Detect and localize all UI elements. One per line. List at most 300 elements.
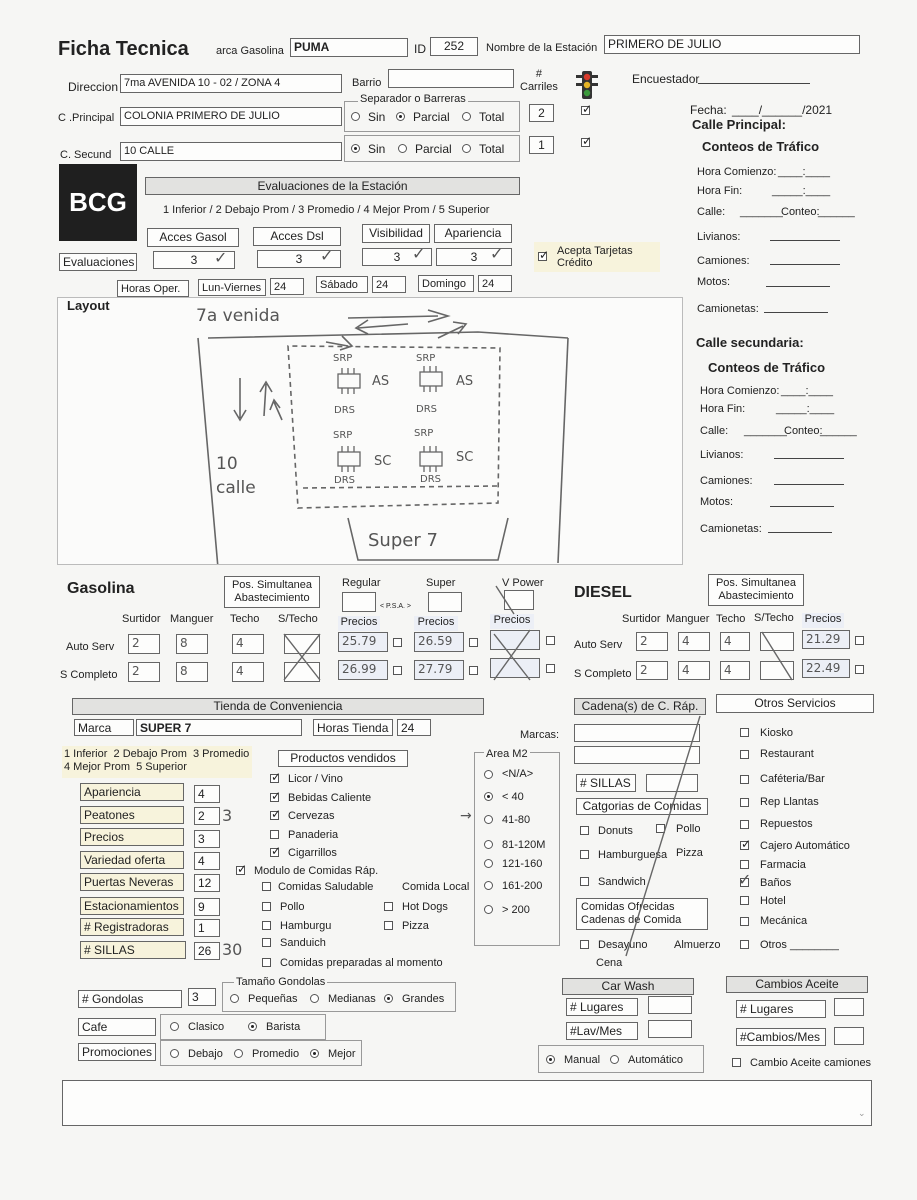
- servicio-checkbox[interactable]: [740, 728, 749, 737]
- col-techo: Techo: [230, 613, 260, 625]
- col-manguer: Manguer: [170, 613, 214, 625]
- horas-tienda-field[interactable]: 24: [397, 719, 431, 736]
- pequenas-radio[interactable]: [230, 994, 239, 1003]
- pos-simultanea-diesel: Pos. Simultanea Abastecimiento: [708, 574, 804, 606]
- diesel-auto-checkbox[interactable]: [855, 636, 864, 645]
- col-precios-vpower: Precios: [490, 614, 534, 629]
- hand-check-icon: ✓: [490, 244, 504, 263]
- tienda-row-value[interactable]: 1: [194, 919, 220, 937]
- clasico-radio[interactable]: [170, 1022, 179, 1031]
- direccion-field[interactable]: 7ma AVENIDA 10 - 02 / ZONA 4: [120, 74, 342, 93]
- hora-comienzo-line[interactable]: ____:____: [778, 166, 830, 178]
- aceite-camiones-label: Cambio Aceite camiones: [750, 1057, 872, 1069]
- regular-label: Regular: [342, 577, 381, 589]
- diesel-col-manguer: Manguer: [666, 613, 710, 625]
- sillas-hand-value: 30: [222, 940, 243, 959]
- comida-label: Pollo: [280, 901, 305, 913]
- livianos-label: Livianos:: [697, 231, 741, 243]
- debajo-radio[interactable]: [170, 1049, 179, 1058]
- scroll-down-icon[interactable]: ⌄: [858, 1108, 866, 1118]
- aceite-lugares-label: # Lugares: [736, 1000, 826, 1018]
- sketch-srp-text: SRP: [414, 428, 434, 439]
- cprincipal-field[interactable]: COLONIA PRIMERO DE JULIO: [120, 107, 342, 126]
- acces-dsl-header: Acces Dsl: [253, 227, 341, 246]
- comida-checkbox[interactable]: [262, 921, 271, 930]
- hora-fin-line[interactable]: _____:____: [772, 185, 831, 197]
- encuestador-line[interactable]: [698, 83, 810, 84]
- servicio-label: Otros ________: [760, 939, 839, 951]
- area-option: 81-120M: [502, 839, 546, 851]
- camionetas-label: Camionetas:: [697, 303, 759, 315]
- desayuno-checkbox[interactable]: [580, 940, 589, 949]
- comp-regular-price-field[interactable]: 26.99: [338, 660, 388, 680]
- csecund-label: C. Secund: [60, 149, 112, 161]
- marca-tienda-field[interactable]: SUPER 7: [136, 719, 302, 736]
- auto-regular-price-field[interactable]: 25.79: [338, 632, 388, 652]
- pizza-checkbox[interactable]: [384, 921, 393, 930]
- hora-fin-label: Hora Fin:: [697, 185, 743, 197]
- sketch-srp-text: SRP: [416, 353, 436, 364]
- diesel-comp-checkbox[interactable]: [855, 665, 864, 674]
- tamano-option: Medianas: [328, 993, 376, 1005]
- promo-option: Debajo: [188, 1048, 223, 1060]
- total-label: Total: [479, 110, 505, 124]
- sketch-avenida-text: 7a venida: [196, 306, 280, 326]
- camionetas-label-2: Camionetas:: [700, 523, 762, 535]
- categoria-label: Pizza: [676, 847, 703, 859]
- visibilidad-header: Visibilidad: [362, 224, 430, 243]
- comida-checkbox[interactable]: [262, 902, 271, 911]
- sketch-super-text: Super 7: [368, 530, 438, 551]
- producto-label: Cervezas: [288, 810, 335, 822]
- servicio-checkbox[interactable]: [740, 750, 749, 759]
- diesel-auto-techo-field[interactable]: 4: [720, 632, 750, 651]
- check-icon: ✓: [582, 134, 593, 148]
- hora-comienzo-label: Hora Comienzo:: [697, 166, 777, 178]
- diesel-title: DIESEL: [574, 584, 632, 601]
- sillas-cadena-label: # SILLAS: [576, 774, 636, 792]
- acces-gasol-header: Acces Gasol: [147, 228, 239, 247]
- comida-checkbox[interactable]: [262, 958, 271, 967]
- diesel-s-completo-label: S Completo: [574, 668, 632, 680]
- tienda-row-label: Peatones: [80, 806, 184, 824]
- calle-label-2: Calle:: [700, 425, 729, 437]
- traffic-light-icon: [574, 70, 600, 102]
- comp-manguer-field[interactable]: 8: [176, 662, 208, 682]
- camiones-label: Camiones:: [697, 255, 750, 267]
- calle-principal-label: Calle Principal:: [692, 117, 786, 132]
- evaluaciones-scale: 1 Inferior / 2 Debajo Prom / 3 Promedio / 4 Mejor Prom / 5 Superior: [163, 204, 490, 216]
- cafe-label: Cafe: [78, 1018, 156, 1036]
- hand-arrow-icon: →: [460, 808, 472, 824]
- lun-viernes-label: Lun-Viernes: [198, 279, 266, 296]
- tienda-row-value[interactable]: 12: [194, 874, 220, 892]
- categoria-label: Pollo: [676, 823, 701, 835]
- id-label: ID: [414, 42, 426, 56]
- hand-check-icon: ✓: [738, 870, 752, 889]
- comida-checkbox[interactable]: [262, 938, 271, 947]
- hand-check-icon: ✓: [320, 246, 334, 265]
- motos-line-2[interactable]: [770, 506, 834, 507]
- hora-fin-label-2: Hora Fin:: [700, 403, 746, 415]
- calle-line[interactable]: _______: [740, 206, 783, 218]
- marca-tienda-label: Marca: [74, 719, 134, 736]
- total-radio-secund[interactable]: [462, 144, 471, 153]
- camiones-label-2: Camiones:: [700, 475, 753, 487]
- tienda-row-label: # SILLAS: [80, 941, 186, 959]
- col-surtidor: Surtidor: [122, 613, 161, 625]
- aceite-cambios-field[interactable]: [834, 1027, 864, 1045]
- area-label: Area M2: [486, 748, 528, 760]
- servicio-label: Rep Llantas: [760, 796, 819, 808]
- aceite-cambios-label: #Cambios/Mes: [736, 1028, 826, 1046]
- conteo-label: Conteo:: [781, 206, 820, 218]
- medianas-radio[interactable]: [310, 994, 319, 1003]
- diesel-col-precios: Precios: [802, 613, 844, 628]
- domingo-field[interactable]: 24: [478, 275, 512, 292]
- nombre-field[interactable]: PRIMERO DE JULIO: [604, 35, 860, 54]
- producto-label: Cigarrillos: [288, 847, 337, 859]
- check-icon: ✓: [582, 102, 593, 116]
- diesel-auto-price-field[interactable]: 21.29: [802, 630, 850, 649]
- tienda-row-label: Variedad oferta: [80, 851, 184, 869]
- automatico-label: Automático: [628, 1054, 684, 1066]
- tienda-row-label: # Registradoras: [80, 918, 184, 936]
- vpower-label: V Power: [502, 577, 544, 589]
- categoria-checkbox[interactable]: [580, 826, 589, 835]
- aceite-lugares-field[interactable]: [834, 998, 864, 1016]
- fecha-value[interactable]: ____/______/2021: [732, 103, 833, 117]
- id-field[interactable]: 252: [430, 37, 478, 56]
- categoria-label: Donuts: [598, 825, 633, 837]
- ofrecidas-label: Cena: [596, 957, 623, 969]
- bcg-logo: BCG: [59, 164, 137, 241]
- panaderia-checkbox[interactable]: [270, 830, 279, 839]
- area-option: 161-200: [502, 880, 543, 892]
- cadena-header: Cadena(s) de C. Ráp.: [574, 698, 706, 715]
- aceite-camiones-checkbox[interactable]: [732, 1058, 741, 1067]
- csecund-field[interactable]: 10 CALLE: [120, 142, 342, 161]
- parcial-label-secund: Parcial: [415, 142, 452, 156]
- automatico-radio[interactable]: [610, 1055, 619, 1064]
- strike-marks: [282, 584, 542, 684]
- area-option: > 200: [502, 904, 530, 916]
- auto-vpower-checkbox[interactable]: [546, 636, 555, 645]
- ofrecidas-header: Comidas Ofrecidas Cadenas de Comida: [576, 898, 708, 930]
- servicio-label: Kiosko: [760, 727, 794, 739]
- calle-label: Calle:: [697, 206, 726, 218]
- livianos-label-2: Livianos:: [700, 449, 744, 461]
- servicio-label: Cajero Automático: [760, 840, 850, 852]
- categorias-header: Catgorias de Comidas: [576, 798, 708, 815]
- servicio-label: Restaurant: [760, 748, 814, 760]
- notes-textarea[interactable]: [62, 1080, 872, 1126]
- comp-vpower-checkbox[interactable]: [546, 664, 555, 673]
- sketch-as-text: AS: [372, 374, 390, 389]
- col-precios-super: Precios: [414, 616, 458, 631]
- area-option: 41-80: [502, 814, 531, 826]
- check-icon: ✓: [271, 844, 282, 858]
- tamano-option: Grandes: [402, 993, 445, 1005]
- sketch-drs-text: DRS: [334, 405, 355, 416]
- conteo-label-2: Conteo:: [784, 425, 823, 437]
- sketch-drs-text: DRS: [420, 474, 441, 485]
- servicio-label: Farmacia: [760, 859, 806, 871]
- check-icon: ✓: [271, 807, 282, 821]
- categoria-checkbox[interactable]: [580, 877, 589, 886]
- comida-label: Comidas Saludable: [278, 881, 374, 893]
- modulo-label: Modulo de Comidas Ráp.: [254, 865, 379, 877]
- s-completo-label: S Completo: [60, 669, 118, 681]
- tienda-row-value[interactable]: 3: [194, 830, 220, 848]
- diesel-comp-surtidor-field[interactable]: 2: [636, 661, 668, 680]
- diesel-auto-manguer-field[interactable]: 4: [678, 632, 710, 651]
- comida-label: Hamburgu: [280, 920, 332, 932]
- apariencia-field[interactable]: 3: [436, 248, 512, 266]
- categoria-label: Sandwich: [598, 876, 646, 888]
- cprincipal-label: C .Principal: [58, 112, 115, 124]
- diesel-auto-surtidor-field[interactable]: 2: [636, 632, 668, 651]
- diesel-col-stecho: S/Techo: [754, 612, 794, 624]
- comp-techo-field[interactable]: 4: [232, 662, 264, 682]
- servicio-label: Mecánica: [760, 915, 808, 927]
- carriles-secund-field[interactable]: 1: [529, 136, 554, 154]
- check-icon: ✓: [271, 770, 282, 784]
- diesel-col-surtidor: Surtidor: [622, 613, 661, 625]
- domingo-label: Domingo: [418, 275, 474, 292]
- sabado-field[interactable]: 24: [372, 276, 406, 293]
- camionetas-line-2[interactable]: [768, 532, 832, 533]
- diesel-comp-techo-field[interactable]: 4: [720, 661, 750, 680]
- psa-label: < P.S.A. >: [380, 603, 412, 610]
- auto-serv-label: Auto Serv: [66, 641, 115, 653]
- direccion-label: Direccion: [68, 80, 119, 94]
- super-label: Super: [426, 577, 456, 589]
- categoria-checkbox[interactable]: [580, 850, 589, 859]
- comp-surtidor-field[interactable]: 2: [128, 662, 160, 682]
- servicio-checkbox[interactable]: [740, 775, 749, 784]
- pos-simultanea-gasolina: Pos. Simultanea Abastecimiento: [224, 576, 320, 608]
- promo-option: Mejor: [328, 1048, 356, 1060]
- hora-comienzo-line-2[interactable]: ____:____: [781, 385, 833, 397]
- area-radio[interactable]: [484, 859, 493, 868]
- calle-line-2[interactable]: _______: [744, 425, 787, 437]
- separador-label: Separador o Barreras: [360, 93, 466, 105]
- otros-header: Otros Servicios: [716, 694, 874, 713]
- carriles-principal-field[interactable]: 2: [529, 104, 554, 122]
- evaluaciones-label: Evaluaciones: [59, 253, 137, 271]
- sin-radio-secund[interactable]: [351, 144, 360, 153]
- servicio-checkbox[interactable]: [740, 940, 749, 949]
- servicio-label: Baños: [760, 877, 792, 889]
- carwash-lugares-label: # Lugares: [566, 998, 638, 1016]
- area-radio[interactable]: [484, 792, 493, 801]
- tienda-row-value[interactable]: 9: [194, 898, 220, 916]
- carwash-lav-field[interactable]: [648, 1020, 692, 1038]
- diesel-col-techo: Techo: [716, 613, 746, 625]
- servicio-checkbox[interactable]: [740, 896, 749, 905]
- motos-line[interactable]: [766, 286, 830, 287]
- area-radio[interactable]: [484, 770, 493, 779]
- col-precios-regular: Precios: [338, 616, 380, 631]
- lun-viernes-field[interactable]: 24: [270, 278, 304, 295]
- tienda-row-value[interactable]: 2: [194, 807, 220, 825]
- barista-radio[interactable]: [248, 1022, 257, 1031]
- hora-fin-line-2[interactable]: _____:____: [776, 403, 835, 415]
- fecha-label: Fecha:: [690, 103, 727, 117]
- servicio-label: Hotel: [760, 895, 786, 907]
- total-label-secund: Total: [479, 142, 505, 156]
- diesel-auto-serv-label: Auto Serv: [574, 639, 623, 651]
- hotdogs-checkbox[interactable]: [384, 902, 393, 911]
- auto-surtidor-field[interactable]: 2: [128, 634, 160, 654]
- sin-radio-principal[interactable]: [351, 112, 360, 121]
- servicio-label: Repuestos: [760, 818, 813, 830]
- sketch-sc-text: SC: [374, 454, 392, 469]
- page-title: Ficha Tecnica: [58, 38, 189, 60]
- area-radio[interactable]: [484, 905, 493, 914]
- productos-header: Productos vendidos: [278, 750, 408, 767]
- carwash-header: Car Wash: [562, 978, 694, 995]
- horas-tienda-label: Horas Tienda: [313, 719, 393, 736]
- tienda-row-label: Apariencia: [80, 783, 184, 801]
- area-radio[interactable]: [484, 815, 493, 824]
- check-icon: ✓: [237, 862, 248, 876]
- auto-manguer-field[interactable]: 8: [176, 634, 208, 654]
- comp-super-price-field[interactable]: 27.79: [414, 660, 464, 680]
- camiones-line[interactable]: [770, 264, 840, 265]
- encuestador-label: Encuestador: [632, 72, 700, 86]
- diesel-stecho-strike: [758, 628, 798, 684]
- ofrecidas-label: Almuerzo: [674, 939, 721, 951]
- comida-local-item: Pizza: [402, 920, 429, 932]
- conteo-line[interactable]: ______: [818, 206, 855, 218]
- mejor-radio[interactable]: [310, 1049, 319, 1058]
- col-stecho: S/Techo: [278, 613, 318, 625]
- carwash-lugares-field[interactable]: [648, 996, 692, 1014]
- cafe-option: Clasico: [188, 1021, 225, 1033]
- promo-option: Promedio: [252, 1048, 300, 1060]
- parcial-radio-secund[interactable]: [398, 144, 407, 153]
- comida-label: Comidas preparadas al momento: [280, 957, 443, 969]
- tienda-row-value[interactable]: 26: [194, 942, 220, 960]
- hand-check-icon: ✓: [214, 248, 228, 267]
- sin-label-secund: Sin: [368, 142, 386, 156]
- ofrecidas-label: Desayuno: [598, 939, 648, 951]
- comida-label: Sanduich: [280, 937, 326, 949]
- livianos-line[interactable]: [770, 240, 840, 241]
- tamano-label: Tamaño Gondolas: [236, 976, 326, 988]
- diesel-comp-price-field[interactable]: 22.49: [802, 659, 850, 678]
- servicio-checkbox[interactable]: [740, 917, 749, 926]
- livianos-line-2[interactable]: [774, 458, 844, 459]
- calle-secundaria-label: Calle secundaria:: [696, 335, 804, 350]
- sketch-calle-text: 10 calle: [216, 454, 256, 498]
- tienda-row-label: Estacionamientos: [80, 897, 184, 915]
- marca-field[interactable]: PUMA: [290, 38, 408, 57]
- barrio-field[interactable]: [388, 69, 514, 88]
- tienda-row-label: Precios: [80, 828, 184, 846]
- acces-gasol-field[interactable]: 3: [153, 251, 235, 269]
- sabado-label: Sábado: [316, 276, 368, 293]
- cafe-group: [160, 1014, 326, 1040]
- tienda-scale: 1 Inferior 2 Debajo Prom 3 Promedio 4 Mejor Prom 5 Superior: [64, 748, 250, 773]
- comida-local-label: Comida Local: [402, 881, 470, 893]
- manual-label: Manual: [564, 1054, 601, 1066]
- carriles-label: # Carriles: [520, 68, 558, 93]
- check-icon: ✓: [539, 248, 550, 262]
- area-radio[interactable]: [484, 840, 493, 849]
- producto-label: Panaderia: [288, 829, 339, 841]
- tienda-row-value[interactable]: 4: [194, 785, 220, 803]
- carwash-lav-label: #Lav/Mes: [566, 1022, 638, 1040]
- peatones-hand-value: 3: [222, 806, 233, 825]
- tienda-row-label: Puertas Neveras: [80, 873, 184, 891]
- servicio-checkbox[interactable]: [740, 860, 749, 869]
- comida-checkbox[interactable]: [262, 882, 271, 891]
- hand-check-icon: ✓: [412, 244, 426, 263]
- auto-super-price-field[interactable]: 26.59: [414, 632, 464, 652]
- layout-label: Layout: [67, 298, 110, 313]
- diesel-comp-manguer-field[interactable]: 4: [678, 661, 710, 680]
- conteos-label-2: Conteos de Tráfico: [708, 360, 826, 375]
- gondolas-field[interactable]: 3: [188, 988, 216, 1006]
- parcial-radio-principal[interactable]: [396, 112, 405, 121]
- evaluaciones-header: Evaluaciones de la Estación: [145, 177, 520, 195]
- tienda-header: Tienda de Conveniencia: [72, 698, 484, 715]
- barrio-label: Barrio: [352, 77, 382, 89]
- check-icon: ✓: [271, 789, 282, 803]
- servicio-checkbox[interactable]: [740, 820, 749, 829]
- grandes-radio[interactable]: [384, 994, 393, 1003]
- producto-label: Bebidas Caliente: [288, 792, 372, 804]
- aceite-header: Cambios Aceite: [726, 976, 868, 993]
- cadena-strike: [620, 712, 710, 962]
- acces-dsl-field[interactable]: 3: [257, 250, 341, 268]
- apariencia-header: Apariencia: [434, 224, 512, 243]
- sin-label: Sin: [368, 110, 386, 124]
- tienda-row-value[interactable]: 4: [194, 852, 220, 870]
- sketch-sc-text: SC: [456, 450, 474, 465]
- cafe-option: Barista: [266, 1021, 301, 1033]
- sketch-srp-text: SRP: [333, 353, 353, 364]
- layout-sketch: [58, 298, 682, 564]
- promedio-radio[interactable]: [234, 1049, 243, 1058]
- visibilidad-field[interactable]: 3: [362, 248, 432, 266]
- sketch-drs-text: DRS: [416, 404, 437, 415]
- area-radio[interactable]: [484, 881, 493, 890]
- motos-label: Motos:: [697, 276, 731, 288]
- conteos-label: Conteos de Tráfico: [702, 139, 820, 154]
- acepta-tarjetas-label: Acepta Tarjetas Crédito: [557, 245, 633, 269]
- camiones-line-2[interactable]: [774, 484, 844, 485]
- sketch-drs-text: DRS: [334, 475, 355, 486]
- parcial-label: Parcial: [413, 110, 450, 124]
- nombre-label: Nombre de la Estación: [486, 42, 598, 54]
- tamano-option: Pequeñas: [248, 993, 298, 1005]
- manual-radio[interactable]: [546, 1055, 555, 1064]
- camionetas-line[interactable]: [764, 312, 828, 313]
- check-icon: ✓: [741, 837, 752, 851]
- auto-techo-field[interactable]: 4: [232, 634, 264, 654]
- sketch-as-text: AS: [456, 374, 474, 389]
- categoria-label: Hamburguesa: [598, 849, 668, 861]
- conteo-line-2[interactable]: ______: [820, 425, 857, 437]
- total-radio-principal[interactable]: [462, 112, 471, 121]
- servicio-checkbox[interactable]: [740, 798, 749, 807]
- comida-local-item: Hot Dogs: [402, 901, 448, 913]
- marcas-label: Marcas:: [520, 729, 560, 741]
